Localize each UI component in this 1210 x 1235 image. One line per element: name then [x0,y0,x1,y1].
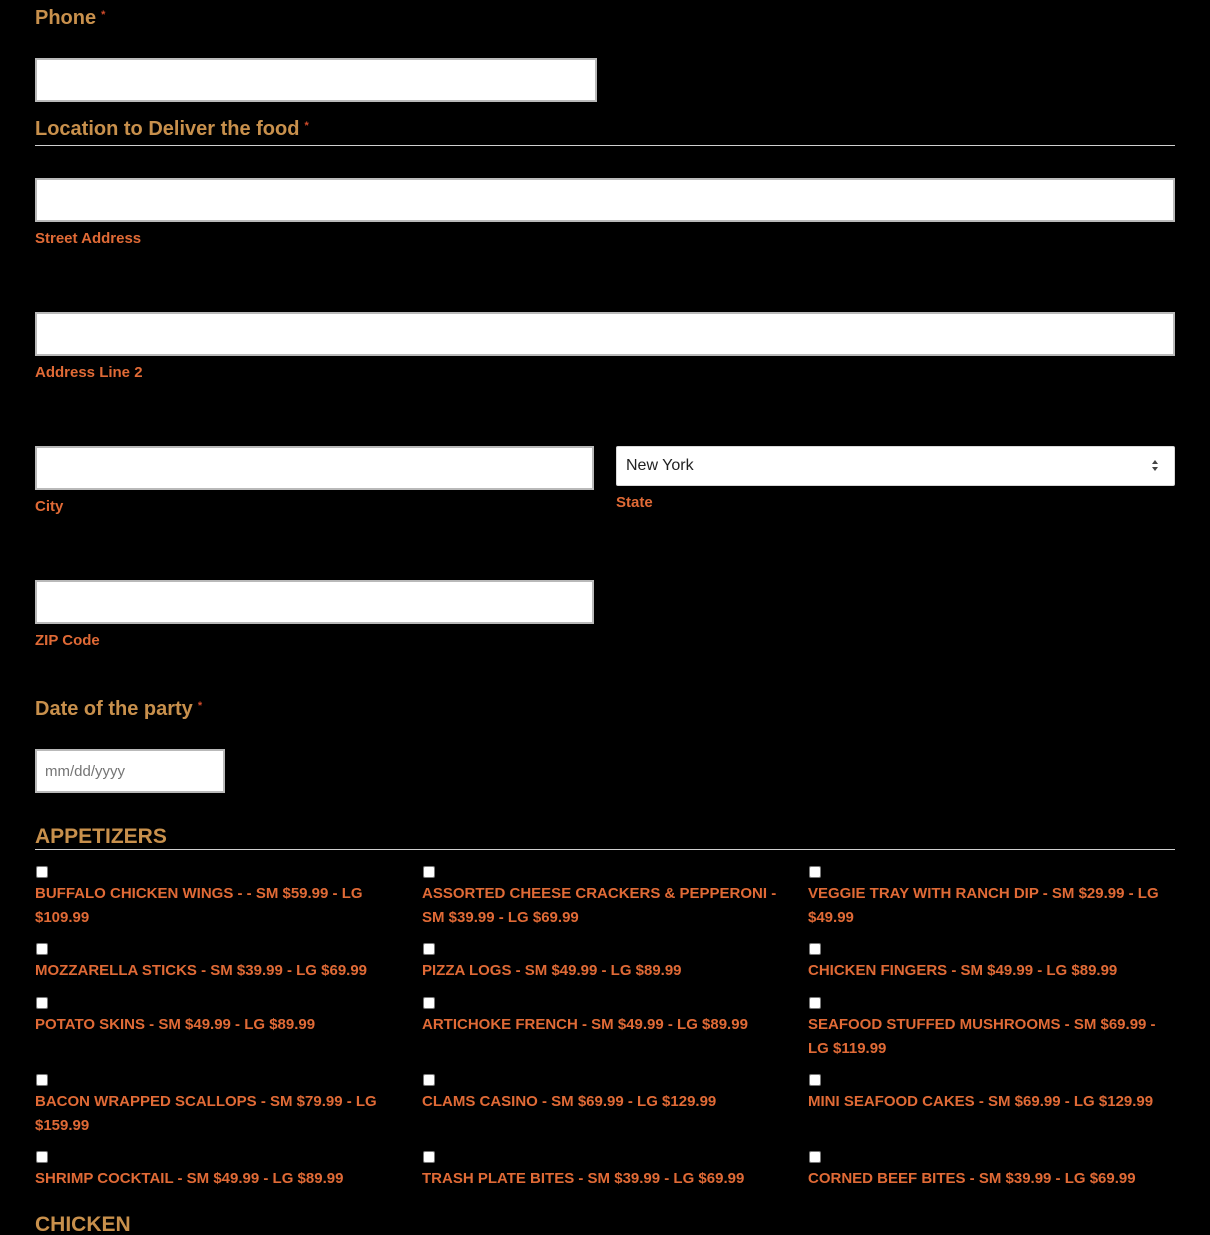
appetizers-heading: APPETIZERS [35,825,167,848]
address-line-2-input[interactable] [35,312,1175,356]
phone-label [35,7,105,30]
appetizer-label[interactable]: MINI SEAFOOD CAKES - SM $69.99 - LG $129.99 [808,1093,1154,1110]
appetizer-checkbox[interactable] [423,943,435,955]
appetizer-checkbox[interactable] [423,866,435,878]
location-label [35,118,309,141]
appetizer-label[interactable]: POTATO SKINS - SM $49.99 - LG $89.99 [35,1016,316,1033]
location-divider [35,145,1175,146]
appetizer-label[interactable]: CHICKEN FINGERS - SM $49.99 - LG $89.99 [808,962,1118,979]
state-select[interactable] [616,446,1175,486]
select-arrows-icon [1151,459,1160,473]
appetizer-label[interactable]: CLAMS CASINO - SM $69.99 - LG $129.99 [422,1093,717,1110]
appetizer-checkbox[interactable] [36,1151,48,1163]
street-address-label: Street Address [35,230,142,247]
appetizer-label[interactable]: CORNED BEEF BITES - SM $39.99 - LG $69.99 [808,1170,1136,1187]
zip-code-label: ZIP Code [35,632,100,649]
appetizer-label[interactable]: ARTICHOKE FRENCH - SM $49.99 - LG $89.99 [422,1016,748,1033]
street-address-input[interactable] [35,178,1175,222]
address-line-2-label: Address Line 2 [35,364,143,381]
city-input[interactable] [35,446,594,490]
party-date-label-text: Date of the party [35,698,193,720]
required-marker: * [304,120,309,132]
appetizer-checkbox[interactable] [809,997,821,1009]
location-label-text: Location to Deliver the food [35,118,300,140]
appetizer-checkbox[interactable] [809,1074,821,1086]
phone-label-text: Phone [35,7,97,29]
appetizer-checkbox[interactable] [36,866,48,878]
city-label: City [35,498,64,515]
appetizer-label[interactable]: SHRIMP COCKTAIL - SM $49.99 - LG $89.99 [35,1170,344,1187]
appetizer-label[interactable]: MOZZARELLA STICKS - SM $39.99 - LG $69.99 [35,962,368,979]
appetizer-checkbox[interactable] [809,866,821,878]
appetizer-checkbox[interactable] [36,997,48,1009]
state-selected-value: New York [626,457,694,474]
appetizer-label[interactable]: BACON WRAPPED SCALLOPS - SM $79.99 - LG $159.99 [35,1093,377,1134]
appetizer-checkbox[interactable] [809,943,821,955]
chicken-heading: CHICKEN [35,1213,131,1235]
appetizer-checkbox[interactable] [36,943,48,955]
appetizer-label[interactable]: ASSORTED CHEESE CRACKERS & PEPPERONI - SM $39.99 - LG $69.99 [422,885,777,926]
appetizer-checkbox[interactable] [423,1151,435,1163]
appetizer-label[interactable]: VEGGIE TRAY WITH RANCH DIP - SM $29.99 - LG $49.99 [808,885,1159,926]
appetizer-label[interactable]: TRASH PLATE BITES - SM $39.99 - LG $69.99 [422,1170,745,1187]
required-marker: * [197,700,203,712]
state-label: State [616,494,653,511]
zip-code-input[interactable] [35,580,594,624]
party-date-label [35,698,202,721]
phone-input[interactable] [35,58,597,102]
appetizer-label[interactable]: BUFFALO CHICKEN WINGS - - SM $59.99 - LG $109.99 [35,885,363,926]
appetizer-label[interactable]: SEAFOOD STUFFED MUSHROOMS - SM $69.99 - LG $119.99 [808,1016,1156,1057]
party-date-input[interactable] [35,749,225,793]
appetizer-label[interactable]: PIZZA LOGS - SM $49.99 - LG $89.99 [422,962,682,979]
appetizer-checkbox[interactable] [809,1151,821,1163]
required-marker: * [101,9,106,21]
appetizer-checkbox[interactable] [36,1074,48,1086]
appetizers-divider [35,849,1175,850]
appetizer-checkbox[interactable] [423,1074,435,1086]
appetizer-checkbox[interactable] [423,997,435,1009]
